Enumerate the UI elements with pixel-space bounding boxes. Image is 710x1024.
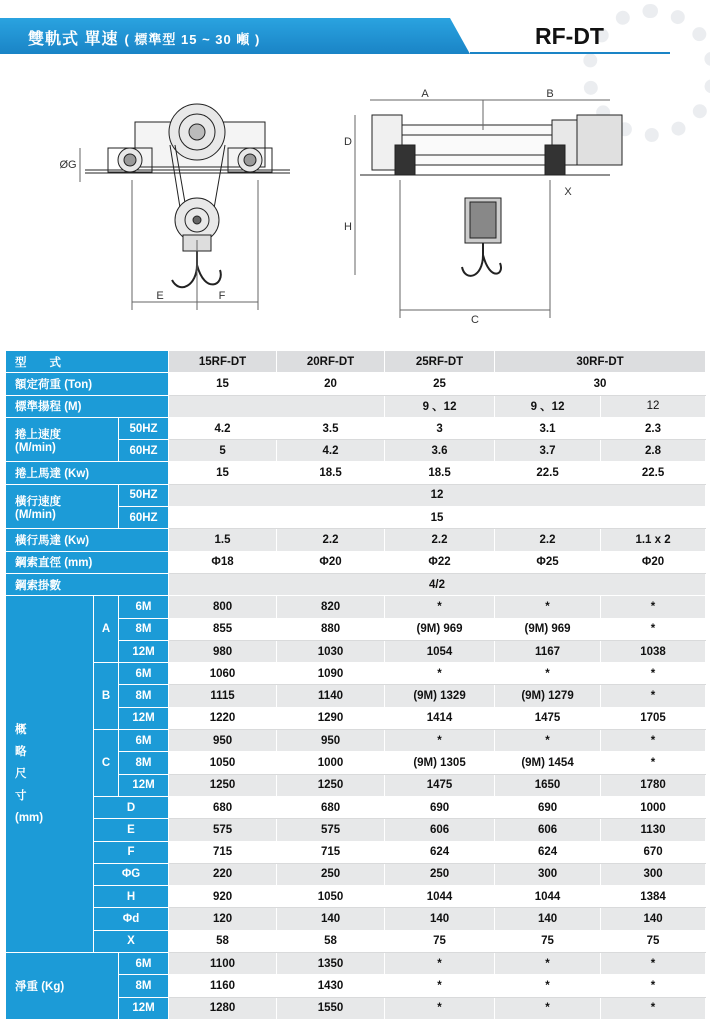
dim-group-label: 概 略 尺 寸 (mm) <box>6 596 94 953</box>
dim-sub-label: 8M <box>119 618 169 640</box>
dim-value-cell: 575 <box>277 819 385 841</box>
dim-value-cell: * <box>601 730 706 752</box>
dim-value-cell: 1167 <box>495 640 601 662</box>
travel-motor-cell: 2.2 <box>277 529 385 551</box>
rated-load-cell: 25 <box>385 373 495 395</box>
weight-value-cell: * <box>601 975 706 997</box>
dim-value-cell: 1038 <box>601 640 706 662</box>
dim-value-cell: 980 <box>169 640 277 662</box>
table-row <box>6 663 706 685</box>
rated-load-cell: 20 <box>277 373 385 395</box>
dim-value-cell: 1130 <box>601 819 706 841</box>
dim-value-cell: 606 <box>495 819 601 841</box>
dim-value-cell: 1650 <box>495 774 601 796</box>
hoist-speed-cell: 3.7 <box>495 440 601 462</box>
dim-value-cell: 690 <box>385 796 495 818</box>
dim-value-cell: 300 <box>601 863 706 885</box>
hz50-label: 50HZ <box>119 417 169 439</box>
dim-value-cell: * <box>495 596 601 618</box>
dim-value-cell: 1115 <box>169 685 277 707</box>
dim-value-cell: 680 <box>277 796 385 818</box>
dim-value-cell: * <box>601 685 706 707</box>
rope-dia-cell: Φ20 <box>277 551 385 573</box>
rated-load-cell: 30 <box>495 373 706 395</box>
hoist-motor-cell: 22.5 <box>495 462 601 484</box>
dim-value-cell: 1290 <box>277 707 385 729</box>
rope-dia-cell: Φ18 <box>169 551 277 573</box>
hoist-speed-cell: 2.8 <box>601 440 706 462</box>
dim-value-cell: 920 <box>169 886 277 908</box>
weight-value-cell: * <box>385 975 495 997</box>
rope-dia-cell: Φ25 <box>495 551 601 573</box>
dim-value-cell: 950 <box>277 730 385 752</box>
dim-value-cell: 140 <box>385 908 495 930</box>
dim-value-cell: 1250 <box>277 774 385 796</box>
hoist-speed-cell: 3 <box>385 417 495 439</box>
travel-motor-cell: 2.2 <box>385 529 495 551</box>
dim-value-cell: 1054 <box>385 640 495 662</box>
header-underline <box>470 52 670 54</box>
travel-motor-label: 橫行馬達 (Kw) <box>6 529 169 551</box>
dimension-rows <box>6 596 706 953</box>
dim-value-cell: 75 <box>385 930 495 952</box>
table-row <box>6 953 706 975</box>
dim-value-cell: 75 <box>495 930 601 952</box>
dim-value-cell: 58 <box>277 930 385 952</box>
table-row <box>6 730 706 752</box>
hoist-speed-cell: 3.6 <box>385 440 495 462</box>
model-20: 20RF-DT <box>277 351 385 373</box>
dim-value-cell: 1475 <box>495 707 601 729</box>
dim-value-cell: (9M) 1454 <box>495 752 601 774</box>
table-row <box>6 841 706 863</box>
dim-value-cell: 75 <box>601 930 706 952</box>
dim-value-cell: 715 <box>277 841 385 863</box>
weight-label: 淨重 (Kg) <box>6 953 119 1020</box>
travel-motor-cell: 2.2 <box>495 529 601 551</box>
dim-label-E: E <box>156 290 164 302</box>
lift-cell: 9 、12 <box>495 395 601 417</box>
dim-sub-label: H <box>94 886 169 908</box>
dim-value-cell: 1000 <box>277 752 385 774</box>
table-row <box>6 930 706 952</box>
dim-value-cell: 1090 <box>277 663 385 685</box>
side-view-drawing <box>80 104 290 310</box>
dim-value-cell: * <box>601 618 706 640</box>
model-30: 30RF-DT <box>495 351 706 373</box>
rated-load-cell: 15 <box>169 373 277 395</box>
dim-value-cell: 1384 <box>601 886 706 908</box>
dim-value-cell: 1044 <box>385 886 495 908</box>
dim-value-cell: 575 <box>169 819 277 841</box>
weight-value-cell: 1160 <box>169 975 277 997</box>
dim-sub-label: Φd <box>94 908 169 930</box>
hoist-technical-drawing <box>0 70 710 330</box>
model-25: 25RF-DT <box>385 351 495 373</box>
dim-value-cell: * <box>385 596 495 618</box>
lift-empty <box>169 395 385 417</box>
dim-sub-label: 12M <box>119 707 169 729</box>
page-header <box>0 18 710 54</box>
dim-value-cell: 624 <box>495 841 601 863</box>
weight-value-cell: * <box>601 997 706 1019</box>
dim-value-cell: 1044 <box>495 886 601 908</box>
hoist-speed-label: 捲上速度 (M/min) <box>6 417 119 462</box>
dim-value-cell: * <box>495 663 601 685</box>
weight-value-cell: * <box>601 953 706 975</box>
dim-value-cell: 624 <box>385 841 495 863</box>
hoist-motor-label: 捲上馬達 (Kw) <box>6 462 169 484</box>
page-title: 雙軌式 單速 ( 標準型 15 ~ 30 噸 ) <box>28 31 261 48</box>
dim-value-cell: * <box>601 663 706 685</box>
dim-value-cell: 880 <box>277 618 385 640</box>
dim-sub-label: 6M <box>119 596 169 618</box>
dim-sub-label: 12M <box>119 774 169 796</box>
lift-cell: 12 <box>601 395 706 417</box>
rope-dia-cell: Φ22 <box>385 551 495 573</box>
table-row <box>6 863 706 885</box>
hoist-speed-cell: 3.5 <box>277 417 385 439</box>
dim-value-cell: 1250 <box>169 774 277 796</box>
dim-value-cell: * <box>601 596 706 618</box>
dim-sub-label: 6M <box>119 663 169 685</box>
dim-value-cell: (9M) 969 <box>495 618 601 640</box>
dim-value-cell: 140 <box>601 908 706 930</box>
hoist-speed-cell: 3.1 <box>495 417 601 439</box>
table-row <box>6 819 706 841</box>
dim-value-cell: (9M) 1279 <box>495 685 601 707</box>
dim-value-cell: 250 <box>277 863 385 885</box>
dim-value-cell: 820 <box>277 596 385 618</box>
weight-value-cell: 1430 <box>277 975 385 997</box>
model-code: RF-DT <box>535 23 604 49</box>
weight-sub-label: 6M <box>119 953 169 975</box>
dim-value-cell: * <box>385 730 495 752</box>
hoist-speed-cell: 5 <box>169 440 277 462</box>
dim-value-cell: 120 <box>169 908 277 930</box>
lift-label: 標準揚程 (M) <box>6 395 169 417</box>
dim-value-cell: 1050 <box>169 752 277 774</box>
hoist-motor-cell: 18.5 <box>385 462 495 484</box>
travel-motor-cell: 1.1 x 2 <box>601 529 706 551</box>
dim-label-F: F <box>218 290 226 302</box>
weight-value-cell: 1550 <box>277 997 385 1019</box>
dim-label-C: C <box>471 314 479 326</box>
dim-sub-label: ΦG <box>94 863 169 885</box>
travel-motor-cell: 1.5 <box>169 529 277 551</box>
dim-value-cell: 855 <box>169 618 277 640</box>
hoist-speed-cell: 4.2 <box>277 440 385 462</box>
hoist-speed-cell: 2.3 <box>601 417 706 439</box>
dim-sub-label: 8M <box>119 685 169 707</box>
travel-speed-cell: 15 <box>169 507 706 529</box>
model-15: 15RF-DT <box>169 351 277 373</box>
dim-label-D: D <box>344 136 352 148</box>
dim-value-cell: 1705 <box>601 707 706 729</box>
dim-value-cell: (9M) 1329 <box>385 685 495 707</box>
weight-value-cell: * <box>495 953 601 975</box>
dim-value-cell: (9M) 969 <box>385 618 495 640</box>
front-view-drawing <box>355 100 622 318</box>
dim-group-letter: A <box>94 596 119 663</box>
dim-value-cell: 1030 <box>277 640 385 662</box>
weight-value-cell: * <box>385 953 495 975</box>
hoist-motor-cell: 15 <box>169 462 277 484</box>
rope-fall-label: 鋼索掛數 <box>6 573 169 595</box>
dim-value-cell: 690 <box>495 796 601 818</box>
lift-cell: 9 、12 <box>385 395 495 417</box>
dim-sub-label: 12M <box>119 640 169 662</box>
dim-value-cell: * <box>601 752 706 774</box>
dim-value-cell: (9M) 1305 <box>385 752 495 774</box>
hz50-label: 50HZ <box>119 484 169 506</box>
dim-value-cell: 220 <box>169 863 277 885</box>
dim-value-cell: 250 <box>385 863 495 885</box>
dim-value-cell: * <box>495 730 601 752</box>
dim-value-cell: 300 <box>495 863 601 885</box>
hoist-motor-cell: 22.5 <box>601 462 706 484</box>
weight-value-cell: 1100 <box>169 953 277 975</box>
dim-value-cell: 58 <box>169 930 277 952</box>
spec-table <box>5 350 706 1020</box>
table-row <box>6 796 706 818</box>
dim-value-cell: 1060 <box>169 663 277 685</box>
type-label: 型 式 <box>6 351 169 373</box>
dim-value-cell: 680 <box>169 796 277 818</box>
rope-fall-cell: 4/2 <box>169 573 706 595</box>
dim-value-cell: 140 <box>495 908 601 930</box>
weight-sub-label: 8M <box>119 975 169 997</box>
weight-value-cell: * <box>385 997 495 1019</box>
dim-sub-label: X <box>94 930 169 952</box>
weight-value-cell: * <box>495 997 601 1019</box>
dim-value-cell: 950 <box>169 730 277 752</box>
dim-group-letter: C <box>94 730 119 797</box>
rope-dia-label: 鋼索直徑 (mm) <box>6 551 169 573</box>
dim-value-cell: 800 <box>169 596 277 618</box>
weight-value-cell: * <box>495 975 601 997</box>
dim-label-X: X <box>564 186 572 198</box>
weight-value-cell: 1280 <box>169 997 277 1019</box>
hoist-speed-cell: 4.2 <box>169 417 277 439</box>
dim-value-cell: 1780 <box>601 774 706 796</box>
dim-label-H: H <box>344 221 352 233</box>
dim-value-cell: 1414 <box>385 707 495 729</box>
page-subtitle: ( 標準型 15 ~ 30 噸 ) <box>124 32 261 47</box>
dim-label-A: A <box>421 88 429 100</box>
dim-value-cell: 1000 <box>601 796 706 818</box>
travel-speed-cell: 12 <box>169 484 706 506</box>
dim-value-cell: 715 <box>169 841 277 863</box>
table-row <box>6 908 706 930</box>
hz60-label: 60HZ <box>119 507 169 529</box>
table-row <box>6 596 706 618</box>
dim-value-cell: 1475 <box>385 774 495 796</box>
dim-group-letter: B <box>94 663 119 730</box>
dim-sub-label: D <box>94 796 169 818</box>
rope-dia-cell: Φ20 <box>601 551 706 573</box>
weight-rows <box>6 953 706 1020</box>
dim-value-cell: * <box>385 663 495 685</box>
table-row <box>6 886 706 908</box>
dim-value-cell: 1050 <box>277 886 385 908</box>
travel-speed-label: 橫行速度 (M/min) <box>6 484 119 529</box>
hoist-motor-cell: 18.5 <box>277 462 385 484</box>
dim-sub-label: 6M <box>119 730 169 752</box>
weight-value-cell: 1350 <box>277 953 385 975</box>
dim-label-G: ØG <box>59 159 77 171</box>
dim-value-cell: 606 <box>385 819 495 841</box>
dim-value-cell: 140 <box>277 908 385 930</box>
dim-value-cell: 1220 <box>169 707 277 729</box>
dim-sub-label: E <box>94 819 169 841</box>
hz60-label: 60HZ <box>119 440 169 462</box>
dim-value-cell: 1140 <box>277 685 385 707</box>
dim-sub-label: 8M <box>119 752 169 774</box>
weight-sub-label: 12M <box>119 997 169 1019</box>
dim-value-cell: 670 <box>601 841 706 863</box>
rated-load-label: 額定荷重 (Ton) <box>6 373 169 395</box>
dim-sub-label: F <box>94 841 169 863</box>
dim-label-B: B <box>546 88 554 100</box>
